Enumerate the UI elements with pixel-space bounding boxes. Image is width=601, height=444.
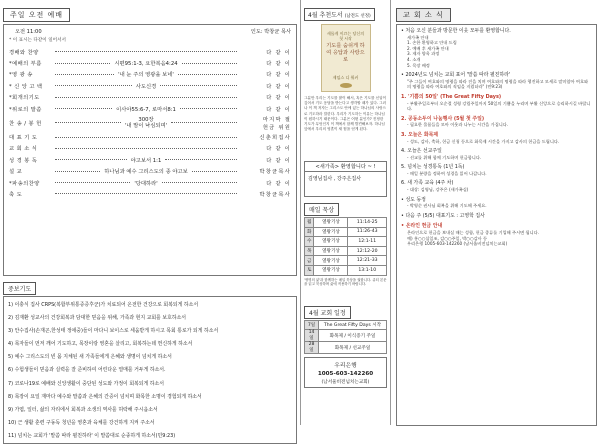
devotion-cell: 토 (305, 265, 314, 275)
news-sub: 5. 목장 배정 (407, 62, 430, 68)
order-row (9, 69, 291, 80)
devotion-cell: 열왕기상 (314, 237, 348, 247)
prayer-list (3, 296, 297, 444)
order-person: 다 같 이 (266, 180, 292, 187)
prayer-item: 1) 이충식 집사 CRPS(복합부위통증증후군)가 치료되어 온전한 건강으로 회복되게 하소서 (8, 302, 199, 308)
devotion-cell: 수 (305, 237, 314, 247)
book-header-sub: (남전도 선정) (344, 14, 371, 19)
devotion-title: 매일 묵상 (304, 203, 339, 216)
order-person: 다 같 이 (266, 83, 291, 90)
standing-note: * 이 표시는 다같이 일어서서 (9, 38, 66, 43)
order-person: 다 같 이 (266, 146, 291, 153)
order-content: '당대하라' (134, 180, 158, 187)
order-person: 다 같 이 (266, 95, 291, 102)
devotion-row (305, 227, 387, 237)
prayer-item: 9) 가엽, 일터, 삶의 자리에서 회복과 소생의 역사를 허락해 주시옵소서 (8, 406, 158, 413)
news-sub: - 선교를 위해 함께 기도하며 헌금합니다. (407, 154, 482, 160)
worship-time: 오전 11:00 (15, 29, 42, 35)
order-name: *영 광 송 (9, 72, 33, 79)
prayer-item: 5) 예수 그리스도의 빈 몸 지체된 새 가족들에게 은혜와 생명이 넘치게 하소서 (8, 354, 172, 361)
account-bank: 우리은행 (334, 363, 357, 370)
news-sub: - 성도, 감사, 축하, 헌금 신청 등으로 화목제 시간을 가지고 감사의 헌금을 드립니다. (407, 138, 560, 144)
prayer-item: 11) 넘치는 교회가 '말씀 따라 펼친하라' 이 말씀대로 순종하게 하소서(민9:23) (8, 432, 176, 439)
devotion-cell: 화 (305, 227, 314, 237)
book-cover (321, 24, 371, 92)
prayer-item: 10) 근 생활 훈련 구동독 청년을 영혼과 육체를 강건하게 지켜 주소서 (8, 419, 155, 426)
order-name: 경배와 찬양 (9, 49, 39, 56)
news-page (300, 0, 600, 425)
order-name: *회개의기도 (9, 95, 40, 102)
schedule-cell: 화목제 / 이식증기 주일 (319, 330, 387, 342)
book-cover-title: 기도를 숨쉬게 하여 응답과 사랑으로 (326, 43, 365, 63)
order-row (9, 177, 291, 188)
prayer-item: 2) 김재환 성교사의 건강회복과 담대한 믿음을 위해, 가족과 현지 교회를 보호하소서 (8, 315, 187, 322)
devotion-cell: 11:14-25 (348, 218, 387, 228)
news-item: • 성도 동정 (401, 196, 426, 203)
news-item: • 다음 주 (5/5) 대표기도 : 고영학 집사 (401, 212, 485, 219)
order-name: *예배의 부름 (9, 61, 42, 68)
order-person: 신춘희집사 (259, 135, 291, 142)
devotion-cell: 열왕기상 (314, 246, 348, 256)
leaf-icon (340, 83, 352, 88)
order-row (9, 80, 291, 91)
prayer-item: 3) 안수집사(손재곤,한성태 정애중)들이 마다니 보이스로 세움받게 하시고 목회 통로가 되게 하소서 (8, 328, 219, 335)
news-sub: - 박영순 권사님 회복을 위해 기도해 주세요. (407, 203, 487, 209)
news-sub: - 매일 분량을 정하여 성경을 읽어 나갑니다. (407, 170, 487, 176)
order-name: 축 도 (9, 191, 23, 198)
news-item: • 처음 오신 분들과 방문한 이웃 모두를 환영합니다. (401, 28, 511, 34)
news-item-motto: • 2024년도 넘치는 교회 표어 '말씀 따라 펼친하라' (401, 72, 511, 79)
devotion-cell: 목 (305, 246, 314, 256)
devotion-row (305, 256, 387, 266)
devotion-cell: 12:1-11 (348, 237, 387, 247)
order-content: '내 눈 주의 영광을 보네' (118, 72, 174, 79)
order-row (9, 131, 291, 142)
order-person: 마지막 절 헌금 위원 (262, 116, 292, 131)
schedule-row (305, 342, 387, 354)
devotion-cell: 열왕기상 (314, 218, 348, 228)
order-person: 다 같 이 (266, 157, 291, 164)
news-sub: "주 그들이 여호와의 명령을 따라 진을 치며 여호와의 명령을 따라 행진하고 모세로 말미암아 여호와의 명령을 따라 여호와의 직임을 지켰더라" (민9:23) (407, 78, 589, 90)
order-person: 다 같 이 (266, 49, 291, 56)
book-blurb: 그분만 우리는 기도를 많이 해서, 혹은 기도를 신앙이 깊어서 기도 응답을 받는다고 생각할 때가 있다. 그러나 이 책 저자는 그리스도 안에 있는 하나님의 사랑으로 기도하라 말한다. 우리가 기도하는 이유는 하나님이 원하시기 때문이다. 그분은 어떤 분인가? 진정한 기도가 무엇인지 이 책에서 함께 발견해보자. 하나님 앞에서 우리의 영혼이 새 힘을 얻게 된다. (304, 96, 387, 132)
prayer-item: 7) 코로나19로 예배와 신앙생활이 중단된 성도와 가정이 회복되게 하소서 (8, 380, 164, 387)
news-sub: - 필요한 물품들을 모아 이웃과 나누는 시간을 가집니다. (407, 122, 509, 128)
schedule-title: 4월 교회 일정 (304, 306, 351, 319)
schedule-row (305, 330, 387, 342)
devotion-cell: 12:21-33 (348, 256, 387, 266)
devotion-row (305, 246, 387, 256)
worship-page (0, 0, 300, 439)
devotion-row (305, 218, 387, 228)
order-content: 하나님과 예수 그리스도의 종 야고보 (104, 169, 188, 176)
schedule-cell: 7일 (305, 320, 319, 330)
devotion-cell: 열왕기상 (314, 227, 348, 237)
devotion-cell: 금 (305, 256, 314, 266)
order-person: 다 같 이 (266, 61, 292, 68)
news-sub: 예) 홍○○십일조, 감○○주일, 박○○감사 등 (407, 235, 488, 241)
account-owner: (남서울비전넘치는교회) (321, 380, 370, 386)
account-number: 1005-603-142260 (317, 371, 374, 378)
order-name: 설 교 (9, 169, 23, 176)
order-row (9, 154, 291, 165)
news-sub: 우리은행 1005-603-142260 (남서울비전넘치는교회) (407, 241, 508, 247)
order-name: 교 회 소 식 (9, 146, 38, 153)
welcome-title: <새가족> 환영합니다 ~ ! (304, 161, 387, 172)
news-item: 5. 넘치는 성경통독 (1년 1독) (401, 164, 465, 171)
order-row (9, 143, 291, 154)
schedule-row (305, 320, 387, 330)
devotion-note: '생명의 삶'과 함께하는 매일 묵상을 권합니다. 큐티 본문을 읽고 묵상하며 삶에 적용하기 바랍니다. (304, 277, 387, 287)
order-name: 찬 송 / 봉 헌 (9, 120, 42, 127)
order-name: 대 표 기 도 (9, 135, 38, 142)
schedule-cell: 14일 (305, 330, 319, 342)
news-item: 3. 오늘은 화목제 (401, 131, 439, 138)
order-person: 박창균목사 (259, 169, 291, 176)
book-cover-author: 제임스 디 워커 (332, 75, 359, 80)
devotion-row (305, 265, 387, 275)
order-content: 야고보서 1:1 (130, 157, 162, 164)
worship-title: 주일 오전 예배 (3, 8, 70, 22)
news-sub: 새가족 안내 (407, 34, 429, 40)
order-content: 300장 '내 맘이 낙심되며' (124, 116, 168, 129)
devotion-cell: 12:12-20 (348, 246, 387, 256)
prayer-title: 중보기도 (3, 282, 36, 295)
order-list (9, 46, 291, 200)
order-person: 다 같 이 (266, 72, 292, 79)
schedule-cell: 화목제 / 선교주일 (319, 342, 387, 354)
prayer-item: 6) 수험생들이 믿음과 실력을 잘 준비하여 어린다운 열매를 거두게 하소서. (8, 367, 166, 374)
news-sub: 4. 소개 (407, 56, 421, 62)
order-name: * 신 앙 고 백 (9, 83, 43, 90)
order-row (9, 46, 291, 57)
news-sub: 2. 예배 후 새가족 안내 (407, 45, 449, 51)
devotion-cell: 월 (305, 218, 314, 228)
order-row (9, 103, 291, 114)
order-content: 이사야55:6-7, 로마서8:1 (116, 106, 176, 113)
devotion-cell: 13:1-10 (348, 265, 387, 275)
order-row (9, 57, 291, 68)
prayer-item: 4) 목자들이 먼저 깨어 기도하고, 목장이랑 영혼을 살리고, 회복하는데 헌신하게 하소서 (8, 341, 193, 348)
news-item: 1. '기쁨의 50일' (The Great Fifty Days) (401, 93, 502, 100)
news-item: • 온라인 헌금 안내 (401, 223, 443, 230)
order-row (9, 114, 291, 131)
order-person: 다 같 이 (266, 106, 291, 113)
prayer-item: 8) 목장이 요일 재마다 예수와 말씀과 은혜의 간증이 넘치며 화목한 소명이 경험되게 하소서 (8, 393, 202, 400)
book-header: 4월 추천도서 (308, 12, 343, 19)
devotion-row (305, 237, 387, 247)
order-name: *위로의 말씀 (9, 106, 42, 113)
order-row (9, 92, 291, 103)
news-sub: 온라인으로 헌금을 보내실 때는 성함, 헌금 종류를 기입해 주시면 됩니다. (407, 230, 539, 236)
schedule-cell: The Great Fifty Days 시작 (319, 320, 387, 330)
news-column (392, 0, 601, 425)
account-box (304, 357, 387, 388)
order-row (9, 188, 291, 199)
side-column (301, 0, 391, 425)
news-sub: - 대상: 김영님, 강주은 (새가족실) (407, 187, 469, 193)
devotion-cell: 열왕기상 (314, 256, 348, 266)
order-name: *파송의찬양 (9, 180, 40, 187)
news-box (396, 24, 597, 426)
worship-order-box (3, 24, 297, 276)
welcome-names: 김영님집사 , 강주은집사 (304, 172, 387, 197)
news-sub: - 부활주일로부터 오순절 성령 강림주일까지 50일의 기쁨을 누리며 부활 신앙으로 승리하시길 바랍니다. (407, 100, 591, 112)
devotion-table (304, 217, 387, 276)
news-item: 6. 새 가족 교육 (4주 차) (401, 180, 454, 187)
news-sub: 3. 제자 양육 과정 (407, 51, 440, 57)
news-item: 4. 오늘은 선교주일 (401, 148, 442, 155)
order-name: 성 경 봉 독 (9, 157, 38, 164)
book-cover-top: 새롭게 이끄는 당신의 첫 시작 (326, 31, 365, 41)
news-title: 교 회 소 식 (396, 8, 451, 22)
order-content: 사도신경 (135, 83, 157, 90)
devotion-cell: 열왕기상 (314, 265, 348, 275)
news-sub: 1. 손한 환영하고 안내 드림 (407, 40, 457, 46)
order-content: 시편95:1-3, 요한복음4:24 (114, 61, 178, 68)
order-person: 박창균목사 (259, 191, 291, 198)
worship-leader: 인도: 박창균 목사 (250, 29, 291, 35)
devotion-cell: 11:26-43 (348, 227, 387, 237)
news-item: 2. 공동소두이 나눔행사 (5월 첫 주일) (401, 115, 485, 122)
order-row (9, 166, 291, 177)
schedule-cell: 28일 (305, 342, 319, 354)
schedule-table (304, 320, 387, 355)
